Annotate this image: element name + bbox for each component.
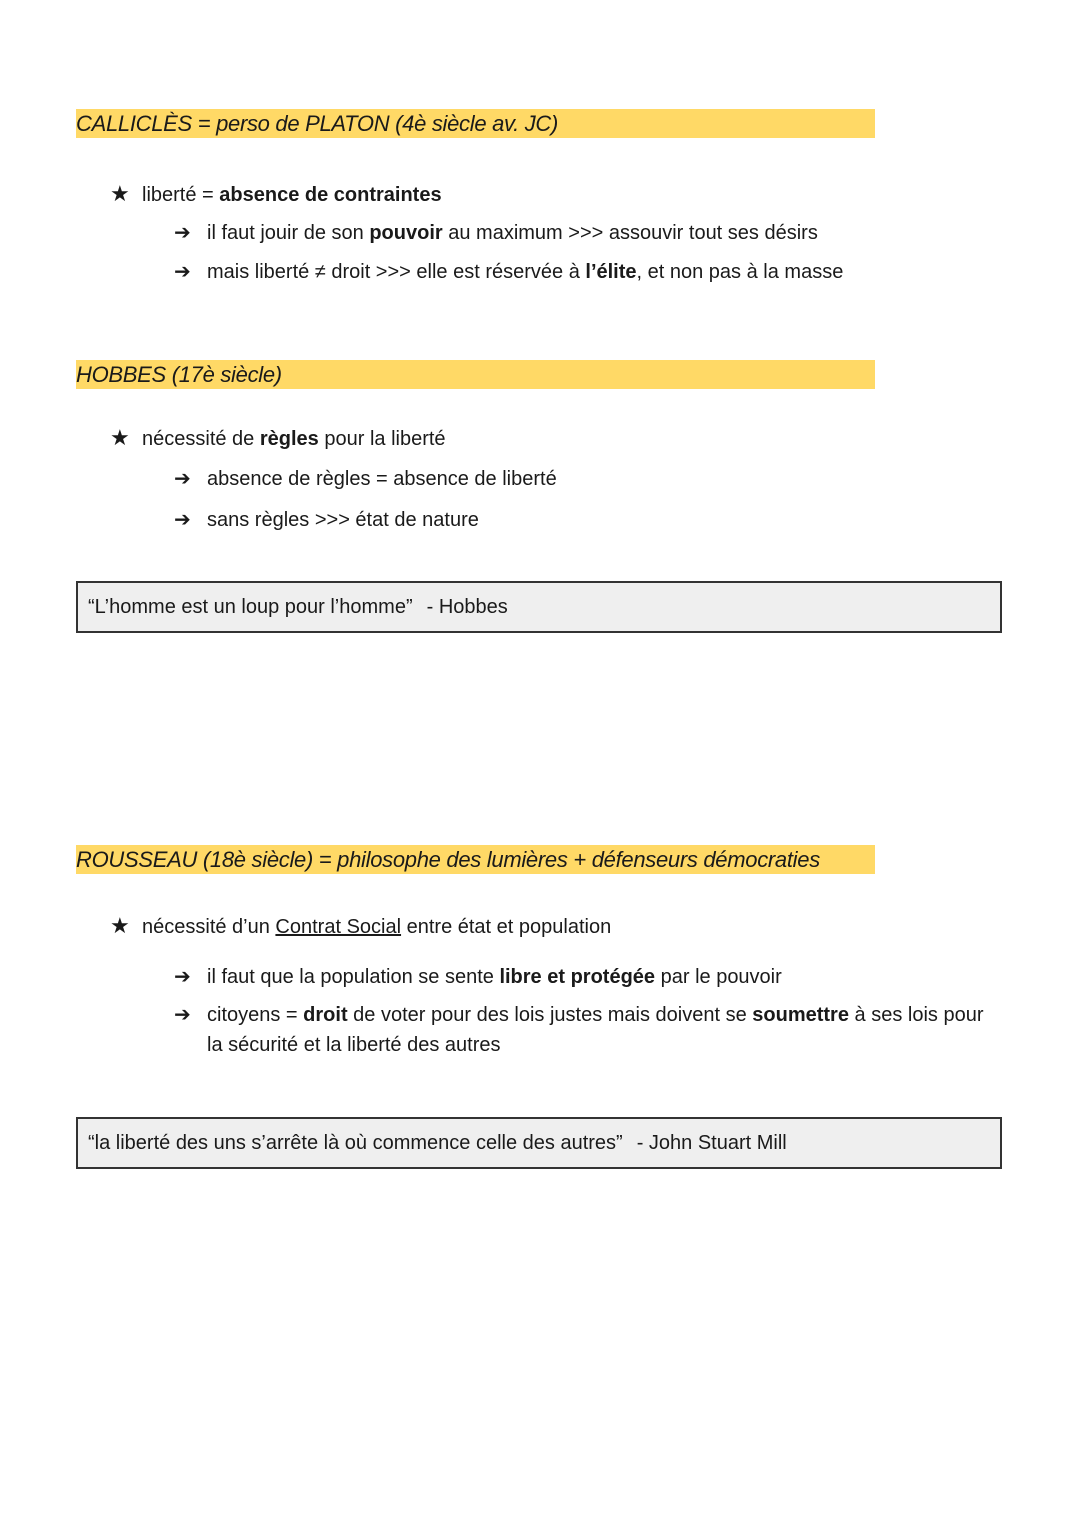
heading-rousseau: ROUSSEAU (18è siècle) = philosophe des lumières + défenseurs démocraties [76,845,875,874]
right-arrow-icon: ➔ [174,222,191,244]
quote-text: “la liberté des uns s’arrête là où commence celle des autres” [88,1132,623,1154]
arrow-item: ➔ sans règles >>> état de nature [174,505,994,535]
bullet-rousseau: ★ nécessité d’un Contrat Social entre état et population [110,913,612,938]
right-arrow-icon: ➔ [174,261,191,283]
right-arrow-icon: ➔ [174,509,191,531]
quote-box-hobbes [76,581,1002,633]
right-arrow-icon: ➔ [174,966,191,988]
arrow-item: ➔ il faut jouir de son pouvoir au maximum >>> assouvir tout ses désirs [174,218,994,248]
heading-callicles: CALLICLÈS = perso de PLATON (4è siècle av. JC) [76,109,875,138]
arrow-item: ➔ absence de règles = absence de liberté [174,464,994,494]
arrow-item: ➔ mais liberté ≠ droit >>> elle est réservée à l’élite, et non pas à la masse [174,257,994,287]
arrow-item: ➔ il faut que la population se sente libre et protégée par le pouvoir [174,962,994,992]
quote-author: - Hobbes [426,596,508,618]
right-arrow-icon: ➔ [174,468,191,490]
bullet-hobbes: ★ nécessité de règles pour la liberté [110,425,446,450]
star-icon: ★ [110,181,130,206]
quote-author: - John Stuart Mill [636,1132,787,1154]
bullet-callicles: ★ liberté = absence de contraintes [110,181,442,206]
quote-box-mill [76,1117,1002,1169]
right-arrow-icon: ➔ [174,1004,191,1026]
star-icon: ★ [110,425,130,450]
arrow-item: ➔ citoyens = droit de voter pour des lois justes mais doivent se soumettre à ses lois pour la sécurité et la liberté des autres [174,1000,984,1060]
quote-text: “L’homme est un loup pour l’homme” [88,596,413,618]
heading-hobbes: HOBBES (17è siècle) [76,360,875,389]
star-icon: ★ [110,913,130,938]
